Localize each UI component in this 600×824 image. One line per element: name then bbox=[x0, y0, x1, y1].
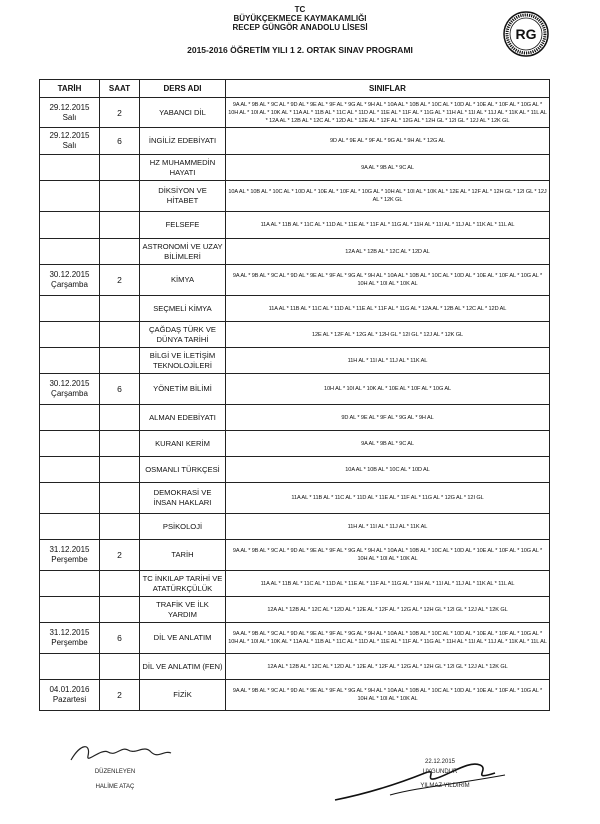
header-line-school: RECEP GÜNGÖR ANADOLU LİSESİ bbox=[232, 23, 368, 32]
left-signer-role: DÜZENLEYEN bbox=[94, 769, 136, 775]
exam-date: 29.12.2015 bbox=[49, 102, 90, 112]
left-signature bbox=[66, 738, 176, 768]
course-name: TC İNKILAP TARİHİ VE ATATÜRKÇÜLÜK bbox=[140, 571, 226, 597]
class-list: 11H AL * 11I AL * 11J AL * 11K AL bbox=[226, 348, 550, 374]
class-list: 9D AL * 9E AL * 9F AL * 9G AL * 9H AL bbox=[226, 405, 550, 431]
exam-hour: 6 bbox=[100, 128, 140, 155]
schedule-row bbox=[40, 296, 550, 322]
exam-hour bbox=[100, 571, 140, 597]
exam-hour bbox=[100, 239, 140, 265]
course-name: FİZİK bbox=[140, 680, 226, 711]
col-header-classes: SINIFLAR bbox=[226, 80, 550, 98]
exam-hour bbox=[100, 348, 140, 374]
document-title: 2015-2016 ÖĞRETİM YILI 1 2. ORTAK SINAV PROGRAMI bbox=[187, 45, 413, 55]
exam-date: 31.12.2015 bbox=[49, 545, 90, 554]
course-name: DİKSİYON VE HİTABET bbox=[140, 181, 226, 212]
exam-date-cell bbox=[40, 239, 100, 265]
exam-hour bbox=[100, 654, 140, 680]
class-list: 9D AL * 9E AL * 9F AL * 9G AL * 9H AL * 12G AL bbox=[226, 128, 550, 155]
course-name: YABANCI DİL bbox=[140, 98, 226, 128]
exam-hour: 6 bbox=[100, 623, 140, 654]
exam-hour bbox=[100, 181, 140, 212]
course-name: DEMOKRASİ VE İNSAN HAKLARI bbox=[140, 483, 226, 514]
school-logo bbox=[503, 11, 549, 57]
col-header-course: DERS ADI bbox=[140, 80, 226, 98]
class-list: 10A AL * 10B AL * 10C AL * 10D AL * 10E AL * 10F AL * 10G AL * 10H AL * 10I AL * 10K AL * 12E AL * 12F AL * 12H GL * 12I GL * 12J AL * 12K GL bbox=[226, 181, 550, 212]
exam-hour bbox=[100, 405, 140, 431]
class-list: 11A AL * 11B AL * 11C AL * 11D AL * 11E AL * 11F AL * 11G AL * 12G AL * 12I GL bbox=[226, 483, 550, 514]
exam-date-cell bbox=[40, 405, 100, 431]
course-name: PSİKOLOJİ bbox=[140, 514, 226, 540]
course-name: ALMAN EDEBİYATI bbox=[140, 405, 226, 431]
schedule-row bbox=[40, 514, 550, 540]
exam-date-cell bbox=[40, 457, 100, 483]
exam-day: Salı bbox=[62, 112, 77, 122]
right-signer-role: UYGUNDUR bbox=[422, 769, 458, 775]
class-list: 10A AL * 10B AL * 10C AL * 10D AL bbox=[226, 457, 550, 483]
class-list: 11H AL * 11I AL * 11J AL * 11K AL bbox=[226, 514, 550, 540]
course-name: OSMANLI TÜRKÇESİ bbox=[140, 457, 226, 483]
course-name: İNGİLİZ EDEBİYATI bbox=[140, 128, 226, 155]
class-list: 11A AL * 11B AL * 11C AL * 11D AL * 11E AL * 11F AL * 11G AL * 12A AL * 12B AL * 12C AL * 12D AL bbox=[226, 296, 550, 322]
exam-hour bbox=[100, 431, 140, 457]
schedule-row bbox=[40, 483, 550, 514]
schedule-row bbox=[40, 181, 550, 212]
class-list: 9A AL * 9B AL * 9C AL bbox=[226, 155, 550, 181]
schedule-row bbox=[40, 239, 550, 265]
exam-day: Perşembe bbox=[51, 555, 88, 564]
exam-date-cell bbox=[40, 374, 100, 405]
header-line-district: BÜYÜKÇEKMECE KAYMAKAMLIĞI bbox=[233, 14, 367, 23]
class-list: 9A AL * 9B AL * 9C AL * 9D AL * 9E AL * 9F AL * 9G AL * 9H AL * 10A AL * 10B AL * 10C AL * 10D AL * 10E AL * 10F AL * 10G AL * 10H AL * 10I AL * 10K AL * 11A AL * 11B AL * 11C AL * 11D AL * 11E AL * 11F AL * 11G AL * 11H AL * 11I AL * 11J AL * 11K AL * 11L AL bbox=[226, 623, 550, 654]
class-list: 12A AL * 12B AL * 12C AL * 12D AL * 12E AL * 12F AL * 12G AL * 12H GL * 12I GL * 12J AL * 12K GL bbox=[226, 597, 550, 623]
class-list: 12A AL * 12B AL * 12C AL * 12D AL bbox=[226, 239, 550, 265]
schedule-row bbox=[40, 212, 550, 239]
header-line-tc: TC bbox=[294, 5, 306, 14]
exam-date-cell bbox=[40, 212, 100, 239]
course-name: KİMYA bbox=[140, 265, 226, 296]
class-list: 9A AL * 9B AL * 9C AL * 9D AL * 9E AL * 9F AL * 9G AL * 9H AL * 10A AL * 10B AL * 10C AL * 10D AL * 10E AL * 10F AL * 10G AL * 10H AL * 10I AL * 10K AL bbox=[226, 680, 550, 711]
exam-date-cell bbox=[40, 654, 100, 680]
exam-day: Perşembe bbox=[51, 638, 88, 647]
exam-hour bbox=[100, 483, 140, 514]
exam-date-cell bbox=[40, 322, 100, 348]
course-name: ÇAĞDAŞ TÜRK VE DÜNYA TARİHİ bbox=[140, 322, 226, 348]
exam-date: 31.12.2015 bbox=[49, 628, 90, 637]
course-name: DİL VE ANLATIM bbox=[140, 623, 226, 654]
exam-date-cell bbox=[40, 128, 100, 155]
exam-day: Çarşamba bbox=[51, 389, 88, 398]
exam-hour bbox=[100, 212, 140, 239]
schedule-row bbox=[40, 265, 550, 296]
exam-date-cell bbox=[40, 597, 100, 623]
course-name: BİLGİ VE İLETİŞİM TEKNOLOJİLERİ bbox=[140, 348, 226, 374]
svg-text:RG: RG bbox=[515, 26, 537, 42]
right-signer-name: YILMAZ YILDIRIM bbox=[420, 783, 470, 789]
course-name: DİL VE ANLATIM (FEN) bbox=[140, 654, 226, 680]
schedule-row bbox=[40, 128, 550, 155]
schedule-row bbox=[40, 597, 550, 623]
exam-hour: 6 bbox=[100, 374, 140, 405]
schedule-row bbox=[40, 571, 550, 597]
course-name: HZ MUHAMMEDİN HAYATI bbox=[140, 155, 226, 181]
exam-date-cell bbox=[40, 514, 100, 540]
course-name: ASTRONOMİ VE UZAY BİLİMLERİ bbox=[140, 239, 226, 265]
exam-date-cell bbox=[40, 680, 100, 711]
exam-date-cell bbox=[40, 431, 100, 457]
approval-date: 22.12.2015 bbox=[424, 759, 456, 765]
exam-date-cell bbox=[40, 483, 100, 514]
exam-hour bbox=[100, 322, 140, 348]
course-name: FELSEFE bbox=[140, 212, 226, 239]
class-list: 12E AL * 12F AL * 12G AL * 12H GL * 12I GL * 12J AL * 12K GL bbox=[226, 322, 550, 348]
col-header-date: TARİH bbox=[40, 80, 100, 98]
class-list: 11A AL * 11B AL * 11C AL * 11D AL * 11E AL * 11F AL * 11G AL * 11H AL * 11I AL * 11J AL * 11K AL * 11L AL bbox=[226, 212, 550, 239]
course-name: TRAFİK VE İLK YARDIM bbox=[140, 597, 226, 623]
class-list: 9A AL * 9B AL * 9C AL bbox=[226, 431, 550, 457]
schedule-row bbox=[40, 431, 550, 457]
class-list: 9A AL * 9B AL * 9C AL * 9D AL * 9E AL * 9F AL * 9G AL * 9H AL * 10A AL * 10B AL * 10C AL * 10D AL * 10E AL * 10F AL * 10G AL * 10H AL * 10I AL * 10K AL bbox=[226, 540, 550, 571]
exam-day: Pazartesi bbox=[52, 695, 87, 704]
course-name: KURANI KERİM bbox=[140, 431, 226, 457]
exam-date-cell bbox=[40, 98, 100, 128]
exam-date-cell bbox=[40, 155, 100, 181]
exam-hour bbox=[100, 296, 140, 322]
schedule-row bbox=[40, 540, 550, 571]
exam-date-cell bbox=[40, 265, 100, 296]
exam-date-cell bbox=[40, 571, 100, 597]
exam-hour: 2 bbox=[100, 680, 140, 711]
exam-date-cell bbox=[40, 296, 100, 322]
exam-hour: 2 bbox=[100, 98, 140, 128]
schedule-row bbox=[40, 405, 550, 431]
left-signer-name: HALİME ATAÇ bbox=[95, 784, 135, 790]
exam-date-cell bbox=[40, 348, 100, 374]
schedule-row bbox=[40, 654, 550, 680]
class-list: 9A AL * 9B AL * 9C AL * 9D AL * 9E AL * 9F AL * 9G AL * 9H AL * 10A AL * 10B AL * 10C AL * 10D AL * 10E AL * 10F AL * 10G AL * 10H AL * 10I AL * 10K AL * 11A AL * 11B AL * 11C AL * 11D AL * 11E AL * 11F AL * 11G AL * 11H AL * 11I AL * 11J AL * 11K AL * 11L AL * 12A AL * 12B AL * 12C AL * 12D AL * 12E AL * 12F AL * 12G AL * 12H GL * 12I GL * 12J AL * 12K GL bbox=[226, 98, 550, 128]
exam-date-cell bbox=[40, 623, 100, 654]
schedule-row bbox=[40, 680, 550, 711]
exam-date: 04.01.2016 bbox=[49, 685, 90, 694]
schedule-row bbox=[40, 374, 550, 405]
exam-date: 29.12.2015 bbox=[49, 131, 90, 140]
schedule-row bbox=[40, 457, 550, 483]
class-list: 10H AL * 10I AL * 10K AL * 10E AL * 10F AL * 10G AL bbox=[226, 374, 550, 405]
course-name: TARİH bbox=[140, 540, 226, 571]
exam-hour bbox=[100, 457, 140, 483]
exam-day: Salı bbox=[62, 141, 77, 150]
exam-hour bbox=[100, 597, 140, 623]
schedule-row bbox=[40, 623, 550, 654]
class-list: 9A AL * 9B AL * 9C AL * 9D AL * 9E AL * 9F AL * 9G AL * 9H AL * 10A AL * 10B AL * 10C AL * 10D AL * 10E AL * 10F AL * 10G AL * 10H AL * 10I AL * 10K AL bbox=[226, 265, 550, 296]
exam-date: 30.12.2015 bbox=[49, 379, 90, 388]
exam-hour: 2 bbox=[100, 265, 140, 296]
exam-hour bbox=[100, 155, 140, 181]
schedule-row bbox=[40, 98, 550, 128]
class-list: 11A AL * 11B AL * 11C AL * 11D AL * 11E AL * 11F AL * 11G AL * 11H AL * 11I AL * 11J AL * 11K AL * 11L AL bbox=[226, 571, 550, 597]
class-list: 12A AL * 12B AL * 12C AL * 12D AL * 12E AL * 12F AL * 12G AL * 12H GL * 12I GL * 12J AL * 12K GL bbox=[226, 654, 550, 680]
exam-day: Çarşamba bbox=[51, 280, 88, 289]
course-name: YÖNETİM BİLİMİ bbox=[140, 374, 226, 405]
col-header-hour: SAAT bbox=[100, 80, 140, 98]
exam-schedule-table bbox=[39, 79, 550, 711]
exam-hour: 2 bbox=[100, 540, 140, 571]
exam-date-cell bbox=[40, 181, 100, 212]
exam-date-cell bbox=[40, 540, 100, 571]
schedule-row bbox=[40, 348, 550, 374]
course-name: SEÇMELİ KİMYA bbox=[140, 296, 226, 322]
schedule-row bbox=[40, 322, 550, 348]
exam-hour bbox=[100, 514, 140, 540]
exam-date: 30.12.2015 bbox=[49, 270, 90, 279]
schedule-row bbox=[40, 155, 550, 181]
